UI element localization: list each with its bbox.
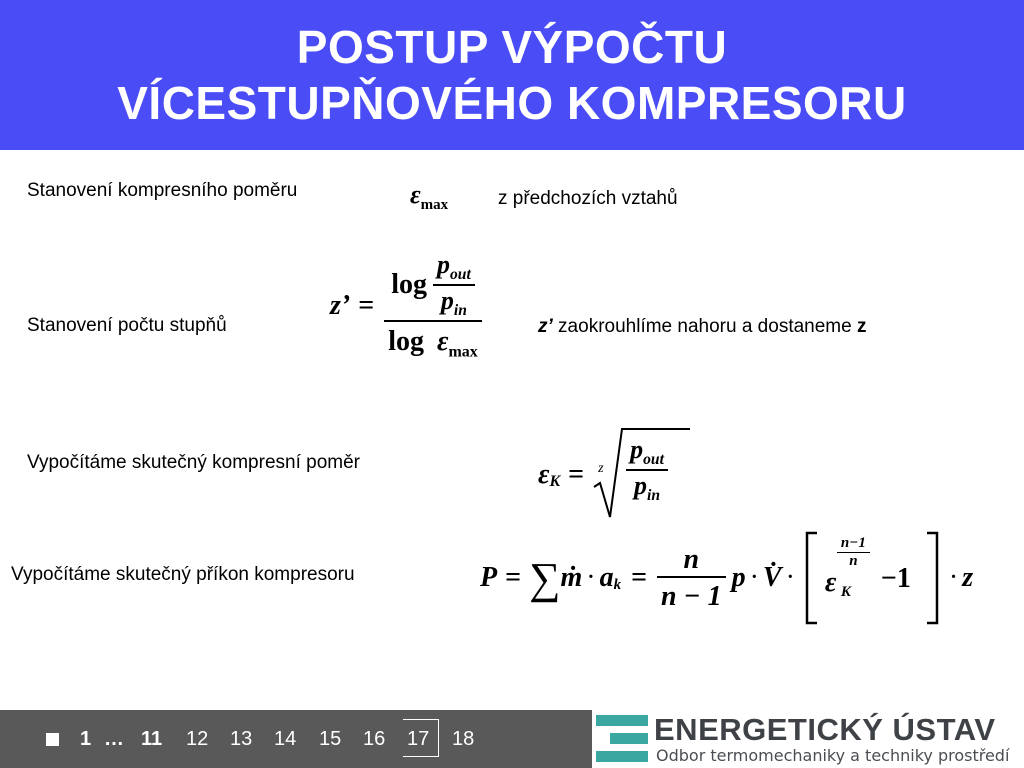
step1-label: Stanovení kompresního poměru <box>27 180 298 201</box>
n-minus-1: n − 1 <box>661 580 722 612</box>
a-var: a <box>599 562 614 593</box>
slide-title-line1: POSTUP VÝPOČTU <box>296 21 728 73</box>
stages-formula <box>330 236 482 376</box>
in-subscript: in <box>647 486 661 504</box>
k-subscript: k <box>613 576 622 593</box>
equals-sign: = <box>505 562 522 593</box>
p-var: p <box>630 435 644 464</box>
nav-page-18[interactable]: 18 <box>452 728 475 750</box>
z-result-text: z <box>856 316 867 337</box>
eps-glyph: ε <box>436 326 449 358</box>
equals-sign: = <box>568 459 585 490</box>
nav-page-1[interactable]: 1 <box>80 728 92 750</box>
title-bar <box>0 0 1024 150</box>
nav-page-17[interactable]: 17 <box>407 728 430 750</box>
sum-symbol: ∑ <box>529 553 561 603</box>
k-subscript: K <box>840 584 851 600</box>
dot-operator: · <box>948 562 959 593</box>
power-formula <box>480 528 973 628</box>
log-text: log <box>391 269 427 301</box>
home-square-icon[interactable] <box>46 733 59 746</box>
zprime-var: z’ <box>330 290 351 321</box>
zprime-text: z’ <box>538 316 553 337</box>
eps-glyph: ε <box>410 180 421 209</box>
out-subscript: out <box>449 266 471 284</box>
eps-glyph: ε <box>538 459 550 490</box>
real-ratio-formula <box>538 425 692 525</box>
eps-glyph: ε <box>824 567 837 598</box>
out-subscript: out <box>643 451 664 469</box>
exponent-denominator: n <box>849 553 858 569</box>
in-subscript: in <box>453 302 467 320</box>
logo-title: ENERGETICKÝ ÚSTAV <box>654 712 996 747</box>
step4-label: Vypočítáme skutečný příkon kompresoru <box>11 564 355 585</box>
bracket-expression <box>803 529 941 627</box>
p-var: p <box>634 470 648 500</box>
exponent-numerator: n−1 <box>840 535 866 551</box>
numerator <box>387 250 479 320</box>
nav-page-13[interactable]: 13 <box>230 728 253 750</box>
nav-page-16[interactable]: 16 <box>363 728 386 750</box>
step3-label: Vypočítáme skutečný kompresní poměr <box>27 452 360 473</box>
max-subscript: max <box>420 197 449 214</box>
dot-operator: · <box>586 562 596 593</box>
n-fraction <box>657 544 726 613</box>
max-subscript: max <box>448 343 478 361</box>
volume-flow-var: V̇ <box>762 562 782 593</box>
nav-ellipsis: … <box>104 728 124 750</box>
root-expression <box>592 425 692 525</box>
energeticky-ustav-logo-icon <box>596 713 648 765</box>
log-ratio-fraction <box>384 250 482 361</box>
dot-operator: · <box>749 562 759 593</box>
pressure-fraction <box>626 435 668 505</box>
logo-subtitle: Odbor termomechaniky a techniky prostředí <box>656 746 1010 765</box>
equals-sign: = <box>631 562 648 593</box>
step2-label: Stanovení počtu stupňů <box>27 315 227 336</box>
equals-sign: = <box>358 290 375 321</box>
log-text: log <box>388 326 424 358</box>
denominator <box>384 322 482 362</box>
step2-note <box>538 316 866 338</box>
minus-one: −1 <box>880 563 911 594</box>
square-brackets-icon <box>803 529 941 627</box>
P-var: P <box>480 562 498 593</box>
p-var: p <box>436 250 450 280</box>
n-var: n <box>683 543 700 575</box>
nav-page-14[interactable]: 14 <box>274 728 297 750</box>
step1-note: z předchozích vztahů <box>498 188 678 209</box>
exponent-fraction <box>837 535 870 570</box>
nav-page-11[interactable]: 11 <box>141 728 163 750</box>
k-subscript: K <box>549 473 561 490</box>
z-var: z <box>962 562 974 593</box>
pressure-fraction <box>433 250 475 320</box>
nav-page-15[interactable]: 15 <box>319 728 342 750</box>
p-var: p <box>440 285 454 315</box>
nav-page-12[interactable]: 12 <box>186 728 209 750</box>
slide-title-line2: VÍCESTUPŇOVÉHO KOMPRESORU <box>117 77 907 129</box>
step2-note-text: zaokrouhlíme nahoru a dostaneme <box>552 316 857 337</box>
mass-flow-var: ṁ <box>560 562 583 593</box>
dot-operator: · <box>785 562 795 593</box>
root-index: z <box>598 461 604 476</box>
eps-max-symbol <box>410 180 448 214</box>
p-var: p <box>731 562 746 593</box>
